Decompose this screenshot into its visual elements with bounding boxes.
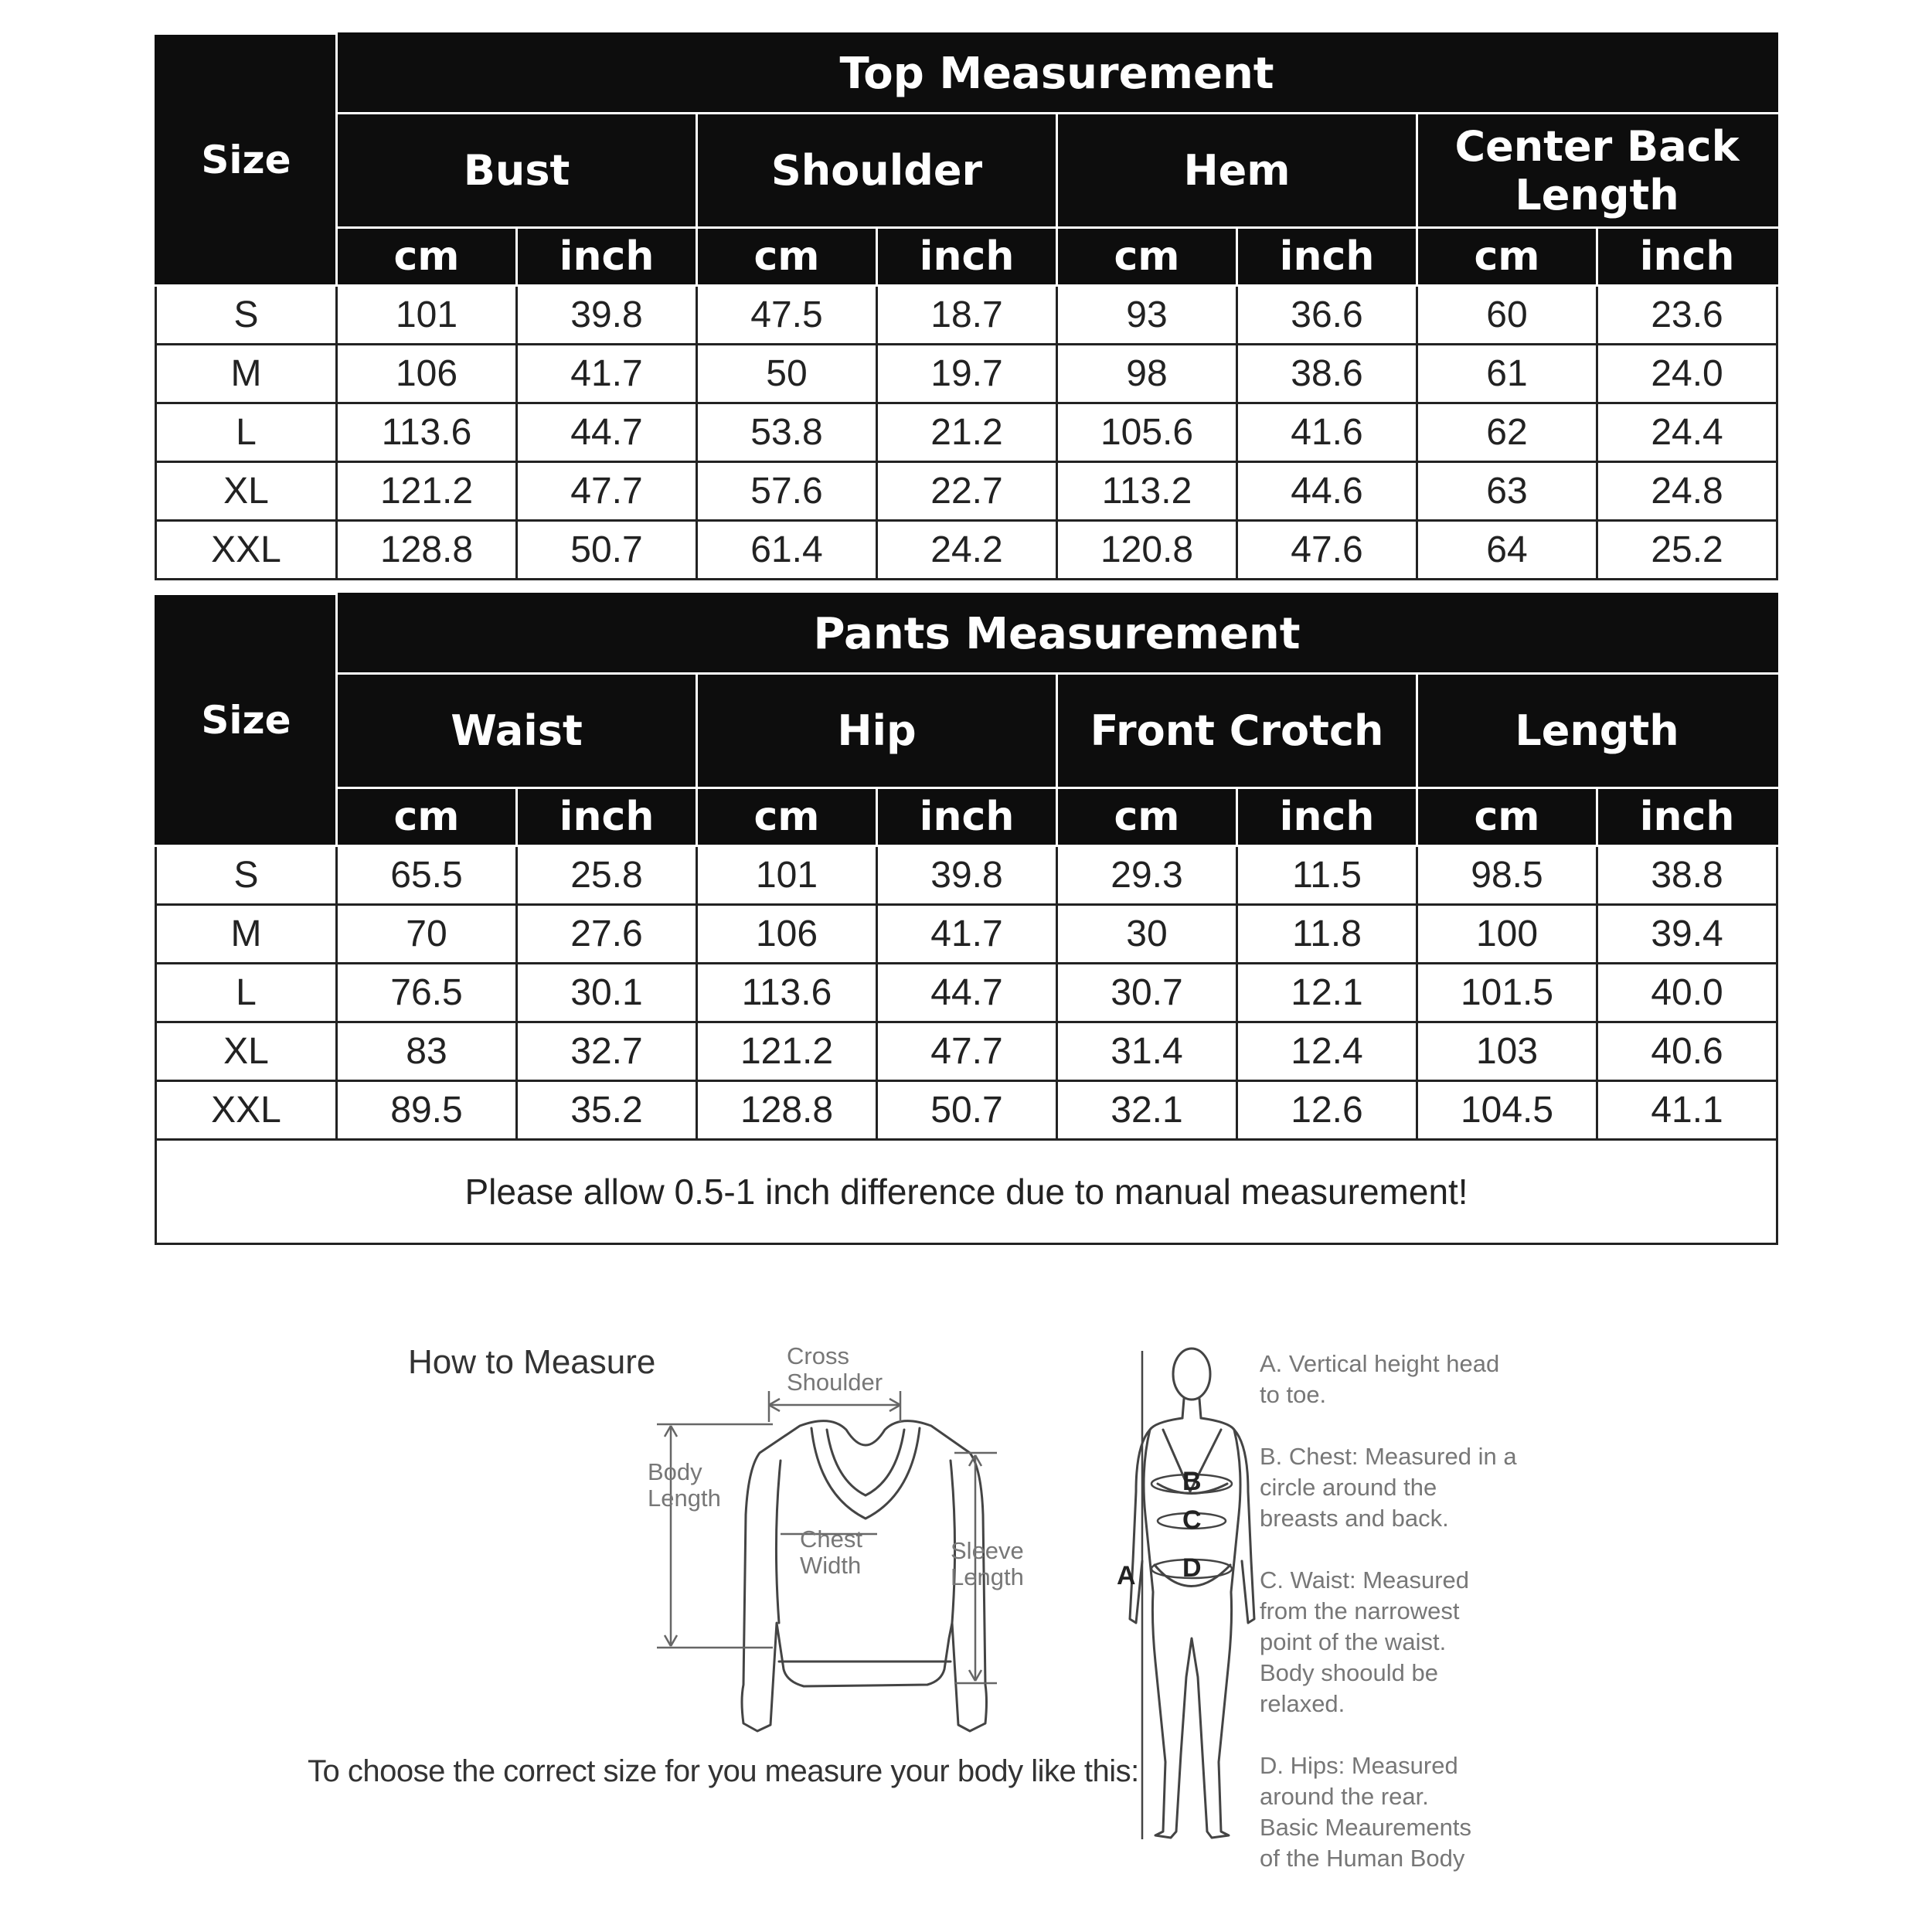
note-d: D. Hips: Measured around the rear. Basic Meaurements of the Human Body bbox=[1260, 1752, 1471, 1872]
unit-header: inch bbox=[877, 228, 1057, 286]
size-header: Size bbox=[156, 594, 337, 846]
value-cell: 11.8 bbox=[1237, 905, 1417, 964]
value-cell: 41.6 bbox=[1237, 403, 1417, 462]
value-cell: 113.6 bbox=[337, 403, 517, 462]
size-header: Size bbox=[156, 34, 337, 286]
value-cell: 24.4 bbox=[1597, 403, 1777, 462]
value-cell: 101 bbox=[337, 286, 517, 345]
value-cell: 24.8 bbox=[1597, 462, 1777, 521]
value-cell: 120.8 bbox=[1057, 521, 1237, 580]
size-cell: L bbox=[156, 403, 337, 462]
unit-header: cm bbox=[1057, 228, 1237, 286]
note-b: B. Chest: Measured in a circle around the breasts and back. bbox=[1260, 1443, 1517, 1532]
value-cell: 12.1 bbox=[1237, 964, 1417, 1022]
size-cell: M bbox=[156, 905, 337, 964]
unit-header: inch bbox=[517, 788, 697, 846]
body-measure-notes bbox=[1260, 1349, 1584, 1905]
value-cell: 113.6 bbox=[697, 964, 877, 1022]
group-bust: Bust bbox=[337, 114, 697, 228]
size-cell: M bbox=[156, 345, 337, 403]
human-body-diagram bbox=[1130, 1349, 1254, 1838]
top-measurement-title: Top Measurement bbox=[337, 34, 1777, 114]
value-cell: 22.7 bbox=[877, 462, 1057, 521]
value-cell: 39.4 bbox=[1597, 905, 1777, 964]
value-cell: 27.6 bbox=[517, 905, 697, 964]
value-cell: 23.6 bbox=[1597, 286, 1777, 345]
value-cell: 70 bbox=[337, 905, 517, 964]
size-cell: XXL bbox=[156, 521, 337, 580]
value-cell: 101 bbox=[697, 846, 877, 905]
value-cell: 41.1 bbox=[1597, 1081, 1777, 1140]
body-letter-a: A bbox=[1117, 1561, 1136, 1590]
value-cell: 21.2 bbox=[877, 403, 1057, 462]
value-cell: 30.7 bbox=[1057, 964, 1237, 1022]
pants-measurement-title: Pants Measurement bbox=[337, 594, 1777, 674]
cross-shoulder-label: Cross Shoulder bbox=[787, 1342, 883, 1396]
value-cell: 98 bbox=[1057, 345, 1237, 403]
size-cell: XL bbox=[156, 462, 337, 521]
value-cell: 61 bbox=[1417, 345, 1597, 403]
value-cell: 44.6 bbox=[1237, 462, 1417, 521]
value-cell: 53.8 bbox=[697, 403, 877, 462]
group-length: Length bbox=[1417, 674, 1777, 788]
group-front-crotch: Front Crotch bbox=[1057, 674, 1417, 788]
how-to-measure-title: How to Measure bbox=[408, 1343, 656, 1381]
unit-header: inch bbox=[877, 788, 1057, 846]
value-cell: 39.8 bbox=[517, 286, 697, 345]
note-c: C. Waist: Measured from the narrowest point of the waist. Body shoould be relaxed. bbox=[1260, 1566, 1470, 1717]
value-cell: 29.3 bbox=[1057, 846, 1237, 905]
value-cell: 41.7 bbox=[877, 905, 1057, 964]
value-cell: 104.5 bbox=[1417, 1081, 1597, 1140]
group-shoulder: Shoulder bbox=[697, 114, 1057, 228]
value-cell: 25.2 bbox=[1597, 521, 1777, 580]
unit-header: inch bbox=[1237, 228, 1417, 286]
value-cell: 113.2 bbox=[1057, 462, 1237, 521]
size-cell: XL bbox=[156, 1022, 337, 1081]
value-cell: 31.4 bbox=[1057, 1022, 1237, 1081]
unit-header: cm bbox=[697, 228, 877, 286]
size-cell: L bbox=[156, 964, 337, 1022]
value-cell: 57.6 bbox=[697, 462, 877, 521]
value-cell: 64 bbox=[1417, 521, 1597, 580]
body-length-label: Body Length bbox=[648, 1458, 721, 1512]
value-cell: 93 bbox=[1057, 286, 1237, 345]
group-waist: Waist bbox=[337, 674, 697, 788]
value-cell: 100 bbox=[1417, 905, 1597, 964]
unit-header: inch bbox=[1597, 788, 1777, 846]
value-cell: 40.0 bbox=[1597, 964, 1777, 1022]
value-cell: 47.7 bbox=[517, 462, 697, 521]
chest-width-label: Chest Width bbox=[800, 1526, 862, 1579]
value-cell: 18.7 bbox=[877, 286, 1057, 345]
value-cell: 61.4 bbox=[697, 521, 877, 580]
how-to-measure-subtitle: To choose the correct size for you measure your body like this: bbox=[308, 1754, 1139, 1788]
value-cell: 121.2 bbox=[697, 1022, 877, 1081]
value-cell: 65.5 bbox=[337, 846, 517, 905]
value-cell: 38.6 bbox=[1237, 345, 1417, 403]
group-hem: Hem bbox=[1057, 114, 1417, 228]
size-cell: S bbox=[156, 286, 337, 345]
value-cell: 106 bbox=[337, 345, 517, 403]
value-cell: 32.1 bbox=[1057, 1081, 1237, 1140]
value-cell: 60 bbox=[1417, 286, 1597, 345]
value-cell: 12.4 bbox=[1237, 1022, 1417, 1081]
value-cell: 24.2 bbox=[877, 521, 1057, 580]
unit-header: cm bbox=[1417, 228, 1597, 286]
value-cell: 121.2 bbox=[337, 462, 517, 521]
measurement-disclaimer: Please allow 0.5-1 inch difference due to manual measurement! bbox=[156, 1140, 1777, 1244]
size-cell: S bbox=[156, 846, 337, 905]
value-cell: 30.1 bbox=[517, 964, 697, 1022]
value-cell: 47.5 bbox=[697, 286, 877, 345]
group-hip: Hip bbox=[697, 674, 1057, 788]
value-cell: 41.7 bbox=[517, 345, 697, 403]
value-cell: 11.5 bbox=[1237, 846, 1417, 905]
value-cell: 38.8 bbox=[1597, 846, 1777, 905]
unit-header: cm bbox=[337, 228, 517, 286]
value-cell: 89.5 bbox=[337, 1081, 517, 1140]
unit-header: cm bbox=[337, 788, 517, 846]
value-cell: 44.7 bbox=[877, 964, 1057, 1022]
value-cell: 24.0 bbox=[1597, 345, 1777, 403]
unit-header: inch bbox=[517, 228, 697, 286]
value-cell: 50.7 bbox=[877, 1081, 1057, 1140]
value-cell: 19.7 bbox=[877, 345, 1057, 403]
value-cell: 40.6 bbox=[1597, 1022, 1777, 1081]
value-cell: 101.5 bbox=[1417, 964, 1597, 1022]
value-cell: 105.6 bbox=[1057, 403, 1237, 462]
body-letter-b: B bbox=[1182, 1467, 1202, 1496]
value-cell: 50 bbox=[697, 345, 877, 403]
body-letter-c: C bbox=[1182, 1505, 1202, 1535]
note-a: A. Vertical height head to toe. bbox=[1260, 1350, 1500, 1408]
value-cell: 128.8 bbox=[337, 521, 517, 580]
unit-header: inch bbox=[1597, 228, 1777, 286]
group-center-back-length: Center Back Length bbox=[1417, 114, 1777, 228]
value-cell: 35.2 bbox=[517, 1081, 697, 1140]
body-letter-d: D bbox=[1182, 1553, 1202, 1583]
value-cell: 50.7 bbox=[517, 521, 697, 580]
value-cell: 47.6 bbox=[1237, 521, 1417, 580]
value-cell: 76.5 bbox=[337, 964, 517, 1022]
sleeve-length-label: Sleeve Length bbox=[951, 1537, 1024, 1590]
value-cell: 12.6 bbox=[1237, 1081, 1417, 1140]
value-cell: 83 bbox=[337, 1022, 517, 1081]
unit-header: cm bbox=[1417, 788, 1597, 846]
value-cell: 44.7 bbox=[517, 403, 697, 462]
unit-header: cm bbox=[1057, 788, 1237, 846]
value-cell: 39.8 bbox=[877, 846, 1057, 905]
value-cell: 32.7 bbox=[517, 1022, 697, 1081]
value-cell: 25.8 bbox=[517, 846, 697, 905]
unit-header: inch bbox=[1237, 788, 1417, 846]
value-cell: 62 bbox=[1417, 403, 1597, 462]
value-cell: 103 bbox=[1417, 1022, 1597, 1081]
value-cell: 36.6 bbox=[1237, 286, 1417, 345]
value-cell: 128.8 bbox=[697, 1081, 877, 1140]
value-cell: 30 bbox=[1057, 905, 1237, 964]
size-cell: XXL bbox=[156, 1081, 337, 1140]
value-cell: 47.7 bbox=[877, 1022, 1057, 1081]
value-cell: 63 bbox=[1417, 462, 1597, 521]
value-cell: 106 bbox=[697, 905, 877, 964]
value-cell: 98.5 bbox=[1417, 846, 1597, 905]
unit-header: cm bbox=[697, 788, 877, 846]
